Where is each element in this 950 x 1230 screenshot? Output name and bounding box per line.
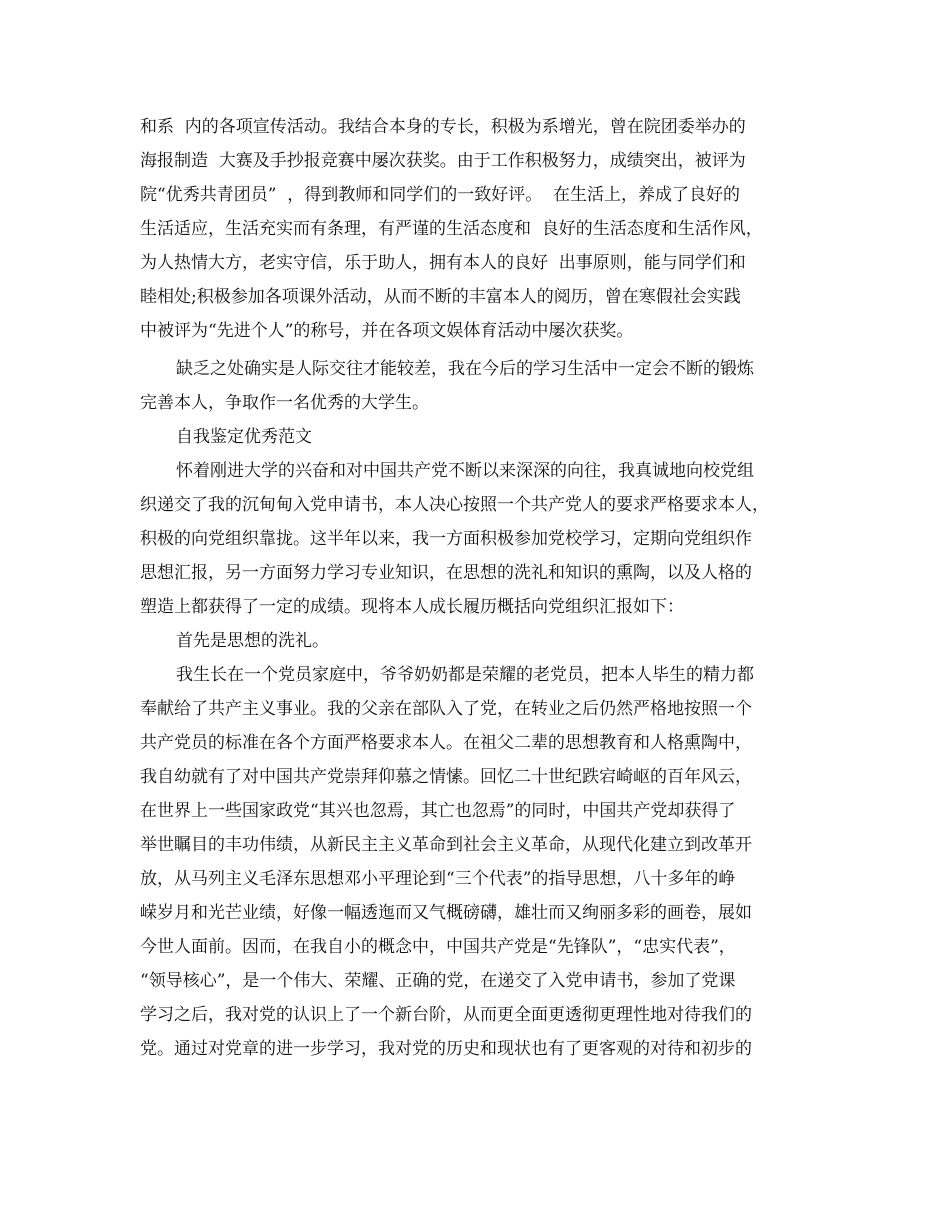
text-line: 在世界上一些国家政党“其兴也忽焉，其亡也忽焉”的同时，中国共产党却获得了 — [140, 801, 736, 821]
document-body — [140, 110, 830, 1066]
text-line: 奉献给了共产主义事业。我的父亲在部队入了党，在转业之后仍然严格地按照一个 — [140, 699, 752, 719]
text-line: 生活适应，生活充实而有条理，有严谨的生活态度和 良好的生活态度和生活作风， — [140, 219, 763, 239]
text-line: 我自幼就有了对中国共产党崇拜仰慕之情愫。回忆二十世纪跌宕崎岖的百年风云， — [140, 767, 752, 787]
text-line: 海报制造 大赛及手抄报竞赛中屡次获奖。由于工作积极努力，成绩突出，被评为 — [140, 151, 746, 171]
section-heading: 自我鉴定优秀范文 — [176, 427, 312, 447]
text-line: 共产党员的标准在各个方面严格要求本人。在祖父二辈的思想教育和人格熏陶中， — [140, 733, 752, 753]
text-line: 院“优秀共青团员” ，得到教师和同学们的一致好评。 在生活上，养成了良好的 — [140, 185, 740, 205]
text-line: 我生长在一个党员家庭中，爷爷奶奶都是荣耀的老党员，把本人毕生的精力都 — [176, 665, 754, 685]
text-line: 和系 内的各项宣传活动。我结合本身的专长，积极为系增光，曾在院团委举办的 — [140, 117, 746, 137]
text-line: 睦相处;积极参加各项课外活动，从而不断的丰富本人的阅历，曾在寒假社会实践 — [140, 287, 741, 307]
text-line: 放，从马列主义毛泽东思想邓小平理论到“三个代表”的指导思想，八十多年的峥 — [140, 869, 736, 889]
text-line: 学习之后，我对党的认识上了一个新台阶，从而更全面更透彻更理性地对待我们的 — [140, 1005, 752, 1025]
text-line: 中被评为“先进个人”的称号，并在各项文娱体育活动中屡次获奖。 — [140, 321, 634, 341]
text-line: 怀着刚进大学的兴奋和对中国共产党不断以来深深的向往，我真诚地向校党组 — [176, 461, 754, 481]
text-line: 党。通过对党章的进一步学习，我对党的历史和现状也有了更客观的对待和初步的 — [140, 1039, 752, 1059]
text-line: 今世人面前。因而，在我自小的概念中，中国共产党是“先锋队”，“忠实代表”， — [140, 937, 736, 957]
text-line: 为人热情大方，老实守信，乐于助人，拥有本人的良好 出事原则，能与同学们和 — [140, 253, 746, 273]
text-line: 积极的向党组织靠拢。这半年以来，我一方面积极参加党校学习，定期向党组织作 — [140, 529, 752, 549]
text-line: 嵘岁月和光芒业绩，好像一幅透迤而又气概磅礴，雄壮而又绚丽多彩的画卷，展如 — [140, 903, 752, 923]
text-line: 完善本人，争取作一名优秀的大学生。 — [140, 393, 429, 413]
text-line: 举世瞩目的丰功伟绩，从新民主主义革命到社会主义革命，从现代化建立到改革开 — [140, 835, 752, 855]
text-line: 塑造上都获得了一定的成绩。现将本人成长履历概括向党组织汇报如下： — [140, 597, 684, 617]
text-line: 缺乏之处确实是人际交往才能较差，我在今后的学习生活中一定会不断的锻炼 — [176, 359, 754, 379]
text-line: “领导核心”，是一个伟大、荣耀、正确的党，在递交了入党申请书，参加了党课 — [140, 971, 736, 991]
text-line: 首先是思想的洗礼。 — [176, 631, 329, 651]
text-line: 思想汇报，另一方面努力学习专业知识，在思想的洗礼和知识的熏陶，以及人格的 — [140, 563, 752, 583]
text-line: 织递交了我的沉甸甸入党申请书，本人决心按照一个共产党人的要求严格要求本人， — [140, 495, 769, 515]
